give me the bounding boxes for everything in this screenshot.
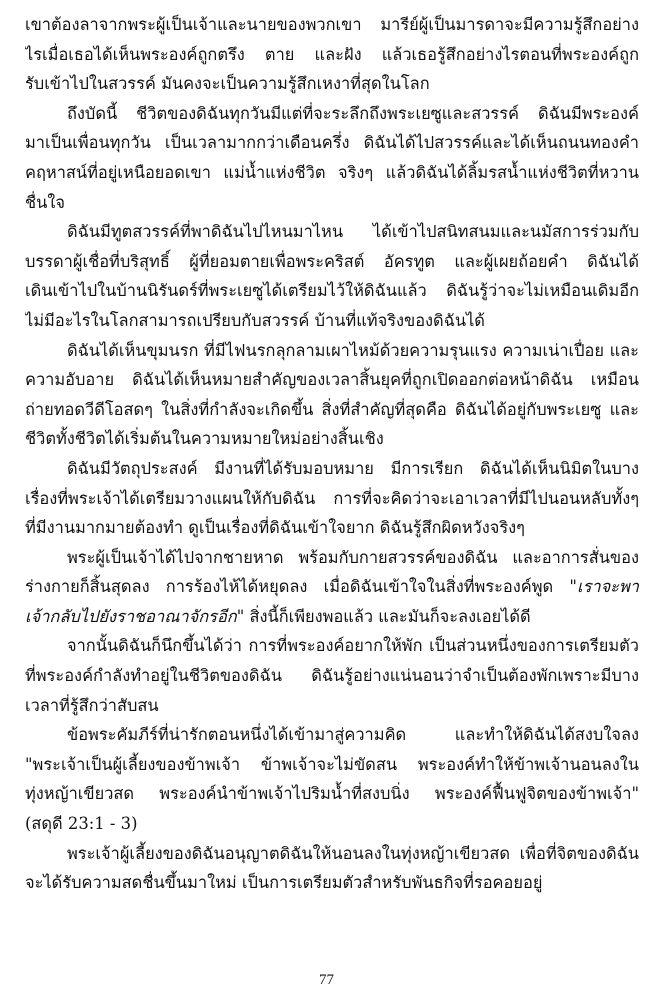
paragraph [25, 99, 639, 217]
text-line: คฤหาสน์ที่อยู่เหนือยอดเขา แม่น้ำแห่งชีวิต จริงๆ แล้วดิฉันได้ลิ้มรสน้ำแห่งชีวิตที่หวาน [25, 162, 639, 182]
text-line: เวลาที่รู้สึกว่าสับสน [25, 695, 159, 715]
text-line: ชื่นใจ [25, 192, 65, 212]
body-text [25, 10, 639, 898]
text-line: ไม่มีอะไรในโลกสามารถเปรียบกับสวรรค์ บ้านที่แท้จริงของดิฉันได้ [25, 310, 485, 330]
text-line: ชีวิตทั้งชีวิตได้เริ่มต้นในความหมายใหม่อย่างสิ้นเชิง [25, 429, 384, 449]
paragraph [25, 631, 639, 720]
text-line: ไรเมื่อเธอได้เห็นพระองค์ถูกตรึง ตาย และฝัง แล้วเธอรู้สึกอย่างไรตอนที่พระองค์ถูก [25, 44, 639, 64]
text-line: ข้อพระคัมภีร์ที่น่ารักตอนหนึ่งได้เข้ามาสู่ความคิด และทำให้ดิฉันได้สงบใจลง [67, 725, 639, 745]
text-line: ความอับอาย ดิฉันได้เห็นหมายสำคัญของเวลาสิ้นยุคที่ถูกเปิดออกต่อหน้าดิฉัน เหมือน [25, 370, 639, 390]
paragraph-continuation [25, 10, 639, 99]
paragraph [25, 217, 639, 335]
paragraph [25, 839, 639, 898]
text-line [25, 602, 639, 632]
text-run: สิ่งนี้ก็เพียงพอแล้ว และมันก็จะลงเอยได้ดี [249, 606, 531, 626]
text-line: เขาต้องลาจากพระผู้เป็นเจ้าและนายของพวกเขา มารีย์ผู้เป็นมารดาจะมีความรู้สึกอย่าง [25, 15, 639, 34]
paragraph [25, 336, 639, 454]
text-line: จะได้รับความสดชื่นขึ้นมาใหม่ เป็นการเตรียมตัวสำหรับพันธกิจที่รอคอยอยู่ [25, 873, 543, 893]
text-line: จากนั้นดิฉันก็นึกขึ้นได้ว่า การที่พระองค์อยากให้พัก เป็นส่วนหนึ่งของการเตรียมตัว [67, 636, 639, 656]
text-line: มาเป็นเพื่อนทุกวัน เป็นเวลามากกว่าเดือนครึ่ง ดิฉันได้ไปสวรรค์และได้เห็นถนนทองคำ [25, 133, 639, 153]
text-line: บรรดาผู้เชื่อที่บริสุทธิ์ ผู้ที่ยอมตายเพื่อพระคริสต์ อัครทูต และผู้เผยถ้อยคำ ดิฉันได้ [25, 251, 639, 271]
text-line: พระผู้เป็นเจ้าได้ไปจากชายหาด พร้อมกับกายสวรรค์ของดิฉัน และอาการสั่นของ [67, 547, 639, 567]
scripture-reference: (สดุดี 23:1 - 3) [25, 814, 138, 834]
paragraph [25, 454, 639, 543]
text-line: ถึงบัดนี้ ชีวิตของดิฉันทุกวันมีแต่ที่จะระลึกถึงพระเยซูและสวรรค์ ดิฉันมีพระองค์ [67, 103, 639, 123]
paragraph [25, 543, 639, 632]
text-line: ถ่ายทอดวีดีโอสดๆ ในสิ่งที่กำลังจะเกิดขึ้น สิ่งที่สำคัญที่สุดคือ ดิฉันได้อยู่กับพระเยซู และ [25, 399, 639, 419]
italic-quote: "เราจะพา [569, 577, 639, 597]
text-line: รับเข้าไปในสวรรค์ มันคงจะเป็นความรู้สึกเหงาที่สุดในโลก [25, 74, 430, 94]
text-line: ทุ่งหญ้าเขียวสด พระองค์นำข้าพเจ้าไปริมน้ำที่สงบนิ่ง พระองค์ฟื้นฟูจิตของข้าพเจ้า" [25, 784, 639, 804]
text-line: เดินเข้าไปในบ้านนิรันดร์ที่พระเยซูได้เตรียมไว้ให้ดิฉันแล้ว ดิฉันรู้ว่าจะไม่เหมือนเดิมอีก [25, 281, 639, 301]
text-run: ร่างกายก็สิ้นสุดลง การร้องไห้ได้หยุดลง เมื่อดิฉันเข้าใจในสิ่งที่พระองค์พูด [25, 577, 570, 597]
text-line: ที่มีงานมากมายต้องทำ ดูเป็นเรื่องที่ดิฉันเข้าใจยาก ดิฉันรู้สึกผิดหวังจริงๆ [25, 518, 525, 538]
text-line: ดิฉันมีทูตสวรรค์ที่พาดิฉันไปไหนมาไหน ได้เข้าไปสนิทสนมและนมัสการร่วมกับ [67, 222, 639, 242]
text-line: ดิฉันมีวัตถุประสงค์ มีงานที่ได้รับมอบหมาย มีการเรียก ดิฉันได้เห็นนิมิตในบาง [67, 458, 639, 478]
text-line [25, 572, 639, 602]
page-number: 77 [319, 972, 334, 988]
text-line: ดิฉันได้เห็นขุมนรก ที่มีไฟนรกลุกลามเผาไหม้ด้วยความรุนแรง ความเน่าเปื่อย และ [67, 340, 639, 360]
italic-quote: เจ้ากลับไปยังราชอาณาจักรอีก" [25, 606, 245, 626]
text-line: ที่พระองค์กำลังทำอยู่ในชีวิตของดิฉัน ดิฉันรู้อย่างแน่นอนว่าจำเป็นต้องพักเพราะมีบาง [25, 666, 639, 686]
paragraph-scripture [25, 720, 639, 838]
text-line: เรื่องที่พระเจ้าได้เตรียมวางแผนให้กับดิฉัน การที่จะคิดว่าจะเอาเวลาที่มีไปนอนหลับทั้งๆ [25, 488, 639, 508]
text-line: พระเจ้าผู้เลี้ยงของดิฉันอนุญาตดิฉันให้นอนลงในทุ่งหญ้าเขียวสด เพื่อที่จิตของดิฉัน [67, 843, 639, 863]
text-line: "พระเจ้าเป็นผู้เลี้ยงของข้าพเจ้า ข้าพเจ้าจะไม่ขัดสน พระองค์ทำให้ข้าพเจ้านอนลงใน [25, 754, 639, 774]
